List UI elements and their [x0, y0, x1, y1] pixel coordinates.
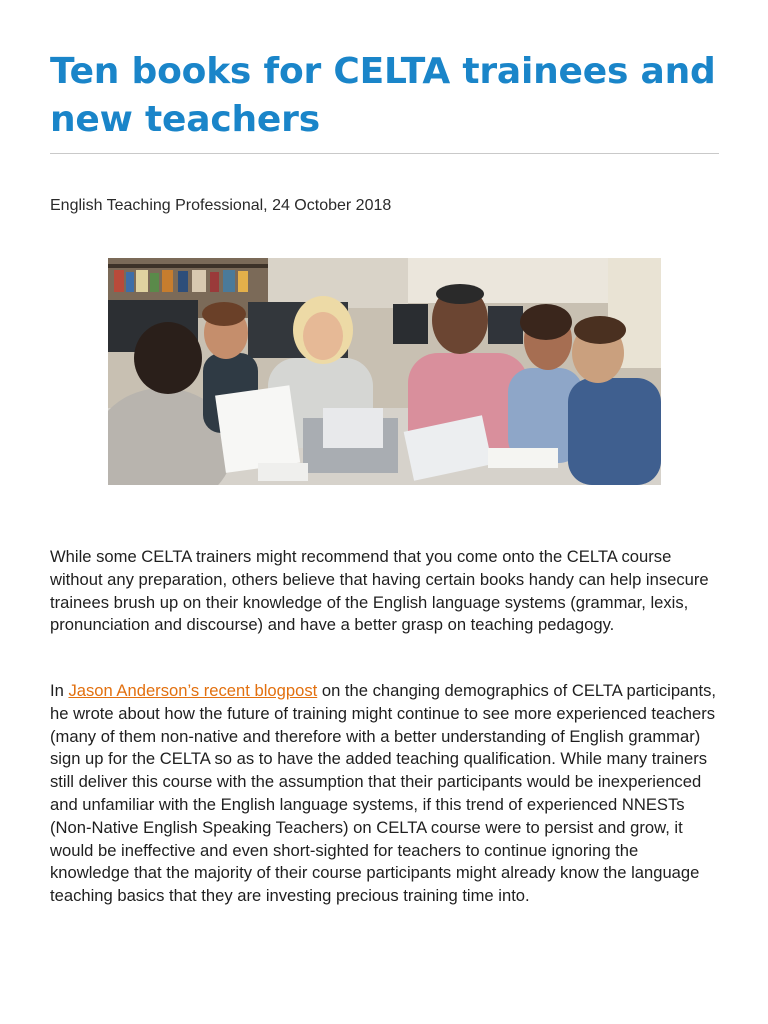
blogpost-link[interactable]: Jason Anderson’s recent blogpost — [68, 681, 318, 700]
photo-illustration — [108, 258, 661, 485]
article-byline: English Teaching Professional, 24 October 2018 — [50, 197, 392, 214]
paragraph-rest-text: on the changing demographics of CELTA participants, he wrote about how the future of training might continue to see more experienced teachers (many of them non-native and therefore with a better understanding of English grammar) sign up for the CELTA so as to have the added teaching qualification. While many trainers still deliver this course with the assumption that their participants would be inexperienced and unfamiliar with the English language systems, if this trend of experienced NNESTs (Non-Native English Speaking Teachers) on CELTA course were to persist and grow, it would be ineffective and even short-sighted for teachers to continue ignoring the knowledge that the majority of their course participants might already know the language teaching basics that they are investing precious training time into. — [50, 681, 717, 906]
paragraph-lead-text: In — [50, 681, 69, 700]
title-divider — [50, 153, 719, 154]
paragraph-intro: While some CELTA trainers might recommend that you come onto the CELTA course without any preparation, others believe that having certain books handy can help insecure trainees brush up on their knowledge of the English language systems (grammar, lexis, pronunciation and discourse) and have a better grasp on teaching pedagogy. — [50, 547, 709, 635]
article-photo — [108, 258, 661, 485]
article-title: Ten books for CELTA trainees and new teachers — [50, 51, 716, 140]
paragraph-demographics — [50, 680, 722, 908]
